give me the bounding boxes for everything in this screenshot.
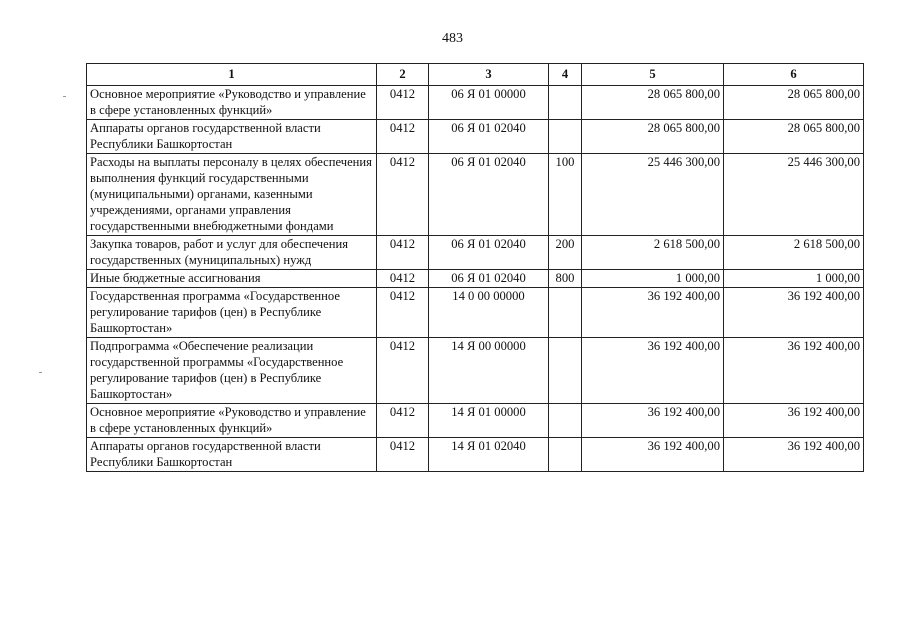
table-header-row: [87, 64, 864, 86]
row-target-article: 06 Я 01 02040: [429, 236, 549, 270]
row-name: Подпрограмма «Обеспечение реализации государственной программы «Государственное регулирование тарифов (цен) в Республике Башкортостан»: [87, 338, 377, 404]
row-target-article: 14 Я 01 00000: [429, 404, 549, 438]
row-amount-1: 2 618 500,00: [582, 236, 724, 270]
row-target-article: 06 Я 01 02040: [429, 270, 549, 288]
row-target-article: 14 Я 01 02040: [429, 438, 549, 472]
row-expense-type: [549, 86, 582, 120]
row-amount-1: 36 192 400,00: [582, 438, 724, 472]
row-expense-type: 200: [549, 236, 582, 270]
table-row: [87, 270, 864, 288]
column-header-2: 2: [377, 64, 429, 86]
table-row: [87, 154, 864, 236]
row-name: Расходы на выплаты персоналу в целях обеспечения выполнения функций государственными (муниципальными) органами, казенными учреждениями, органами управления государственными внебюджетными фондами: [87, 154, 377, 236]
row-section-code: 0412: [377, 338, 429, 404]
row-target-article: 14 Я 00 00000: [429, 338, 549, 404]
table-row: [87, 86, 864, 120]
row-amount-2: 36 192 400,00: [724, 338, 864, 404]
column-header-3: 3: [429, 64, 549, 86]
row-name: Аппараты органов государственной власти Республики Башкортостан: [87, 438, 377, 472]
row-expense-type: 800: [549, 270, 582, 288]
column-header-4: 4: [549, 64, 582, 86]
row-amount-2: 25 446 300,00: [724, 154, 864, 236]
table-row: [87, 338, 864, 404]
row-amount-1: 28 065 800,00: [582, 120, 724, 154]
column-header-6: 6: [724, 64, 864, 86]
row-amount-2: 28 065 800,00: [724, 86, 864, 120]
row-amount-1: 36 192 400,00: [582, 288, 724, 338]
page-number: 483: [442, 31, 463, 46]
row-amount-1: 25 446 300,00: [582, 154, 724, 236]
row-target-article: 14 0 00 00000: [429, 288, 549, 338]
row-amount-2: 1 000,00: [724, 270, 864, 288]
row-target-article: 06 Я 01 02040: [429, 120, 549, 154]
row-expense-type: [549, 438, 582, 472]
row-amount-2: 2 618 500,00: [724, 236, 864, 270]
row-expense-type: [549, 288, 582, 338]
row-name: Основное мероприятие «Руководство и управление в сфере установленных функций»: [87, 86, 377, 120]
row-section-code: 0412: [377, 154, 429, 236]
row-amount-2: 36 192 400,00: [724, 438, 864, 472]
table-row: [87, 236, 864, 270]
row-amount-1: 28 065 800,00: [582, 86, 724, 120]
row-name: Аппараты органов государственной власти Республики Башкортостан: [87, 120, 377, 154]
row-section-code: 0412: [377, 270, 429, 288]
table-row: [87, 288, 864, 338]
row-amount-1: 36 192 400,00: [582, 404, 724, 438]
row-amount-2: 36 192 400,00: [724, 404, 864, 438]
table-row: [87, 404, 864, 438]
row-expense-type: [549, 338, 582, 404]
row-name: Государственная программа «Государственное регулирование тарифов (цен) в Республике Башкортостан»: [87, 288, 377, 338]
row-expense-type: [549, 120, 582, 154]
row-section-code: 0412: [377, 86, 429, 120]
column-header-1: 1: [87, 64, 377, 86]
row-name: Иные бюджетные ассигнования: [87, 270, 377, 288]
row-section-code: 0412: [377, 120, 429, 154]
row-expense-type: [549, 404, 582, 438]
row-section-code: 0412: [377, 404, 429, 438]
row-amount-2: 28 065 800,00: [724, 120, 864, 154]
budget-table: [86, 63, 864, 472]
row-amount-1: 1 000,00: [582, 270, 724, 288]
row-name: Основное мероприятие «Руководство и управление в сфере установленных функций»: [87, 404, 377, 438]
row-section-code: 0412: [377, 288, 429, 338]
table-row: [87, 438, 864, 472]
row-section-code: 0412: [377, 438, 429, 472]
scan-speck: [63, 96, 66, 97]
row-target-article: 06 Я 01 00000: [429, 86, 549, 120]
row-amount-1: 36 192 400,00: [582, 338, 724, 404]
scan-speck: [39, 372, 42, 373]
table-row: [87, 120, 864, 154]
row-name: Закупка товаров, работ и услуг для обеспечения государственных (муниципальных) нужд: [87, 236, 377, 270]
column-header-5: 5: [582, 64, 724, 86]
row-amount-2: 36 192 400,00: [724, 288, 864, 338]
row-section-code: 0412: [377, 236, 429, 270]
row-target-article: 06 Я 01 02040: [429, 154, 549, 236]
row-expense-type: 100: [549, 154, 582, 236]
